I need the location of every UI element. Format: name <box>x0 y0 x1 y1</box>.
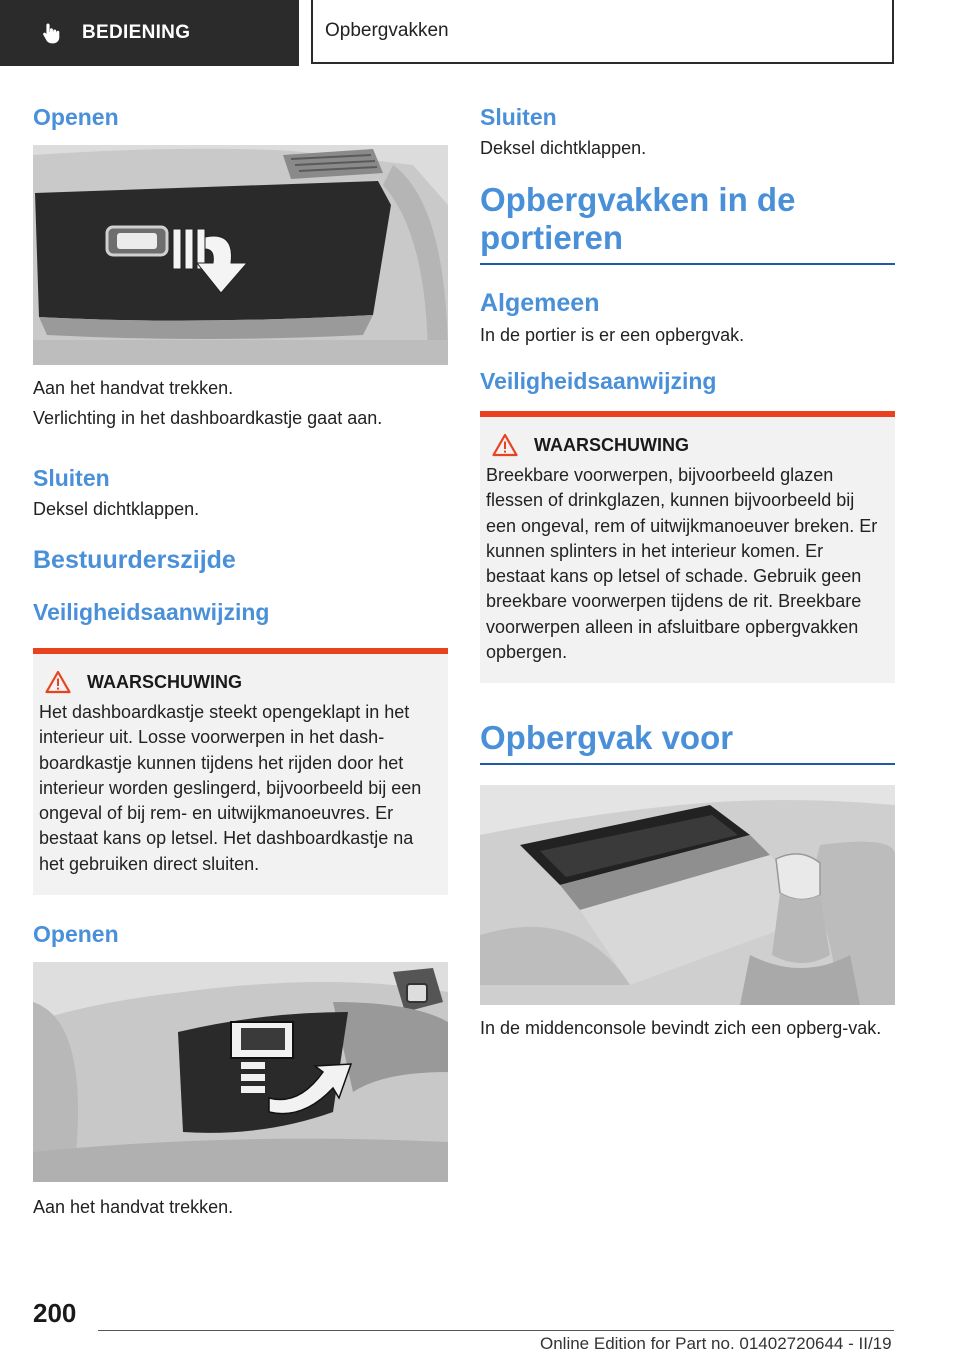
edition-text: Online Edition for Part no. 01402720644 - II/19 <box>540 1334 892 1353</box>
warning-title: WAARSCHUWING <box>534 434 689 455</box>
general-text: In de portier is er een opbergvak. <box>480 325 745 345</box>
center-console-illustration <box>480 785 895 1005</box>
warning-text: Breekbare voorwerpen, bijvoorbeeld glazen flessen of drinkglazen, kunnen bijvoorbeeld bij een ongeval, rem of uitwijkmanoeuver breken. Er kunnen splinters in het interieur komen. Er bestaat kans op letsel of schade. Gebruik geen breekbare voorwerpen tijdens de rit. Breekbare voorwerpen alleen in afsluitbare opbergvakken opbergen. <box>486 465 878 663</box>
page-header <box>0 0 960 66</box>
front-heading-block <box>480 719 895 765</box>
warning-box-right <box>480 411 895 683</box>
warning-box-left <box>33 648 448 895</box>
warning-triangle-icon <box>45 670 71 694</box>
front-compartment-heading: Opbergvak voor <box>480 719 734 757</box>
section-label: BEDIENING <box>82 22 191 43</box>
open-caption-2: Verlichting in het dashboardkastje gaat aan. <box>33 408 383 428</box>
glovebox-figure <box>33 145 448 365</box>
center-console-figure <box>480 785 895 1005</box>
open-caption-3: Aan het handvat trekken. <box>33 1197 234 1218</box>
warning-triangle-icon <box>492 433 518 457</box>
driver-side-heading: Bestuurderszijde <box>33 546 236 574</box>
safety-heading-left: Veiligheidsaanwijzing <box>33 599 270 625</box>
open-heading-2: Openen <box>33 921 119 948</box>
close-heading-1: Sluiten <box>33 465 110 491</box>
section-tab <box>0 0 299 66</box>
open-heading-1: Openen <box>33 104 119 130</box>
left-column <box>33 100 448 1220</box>
safety-heading-right: Veiligheidsaanwijzing <box>480 368 717 394</box>
glovebox-handle-illustration <box>33 962 448 1182</box>
doors-heading: Opbergvakken in de portieren <box>480 181 796 256</box>
warning-header <box>39 670 440 694</box>
hand-pointer-icon <box>40 21 64 45</box>
page-number: 200 <box>33 1298 77 1328</box>
topic-label: Opbergvakken <box>325 20 449 41</box>
right-column <box>480 100 895 1041</box>
close-text-1: Deksel dichtklappen. <box>33 499 200 519</box>
open-caption-1: Aan het handvat trekken. <box>33 378 234 398</box>
doors-heading-block <box>480 181 895 265</box>
glovebox-open-illustration <box>33 145 448 365</box>
warning-title: WAARSCHUWING <box>87 671 242 692</box>
glovebox-handle-figure <box>33 962 448 1182</box>
footer-divider <box>98 1330 894 1331</box>
close-text-2: Deksel dichtklappen. <box>480 138 647 158</box>
front-caption: In de middenconsole bevindt zich een opberg‐vak. <box>480 1018 882 1039</box>
general-heading: Algemeen <box>480 289 600 317</box>
close-heading-2: Sluiten <box>480 104 557 130</box>
warning-text: Het dashboardkastje steekt opengeklapt in het interieur uit. Losse voorwerpen in het dash‐boardkastje kunnen tijdens het rijden door het interieur worden geslingerd, bijvoorbeeld bij een ongeval of bij rem- en uitwijkmanoeuvres. Er bestaat kans op letsel. Het dashboardkastje na het gebruiken direct sluiten. <box>39 702 422 874</box>
warning-header <box>486 433 887 457</box>
topic-tab <box>311 0 894 64</box>
